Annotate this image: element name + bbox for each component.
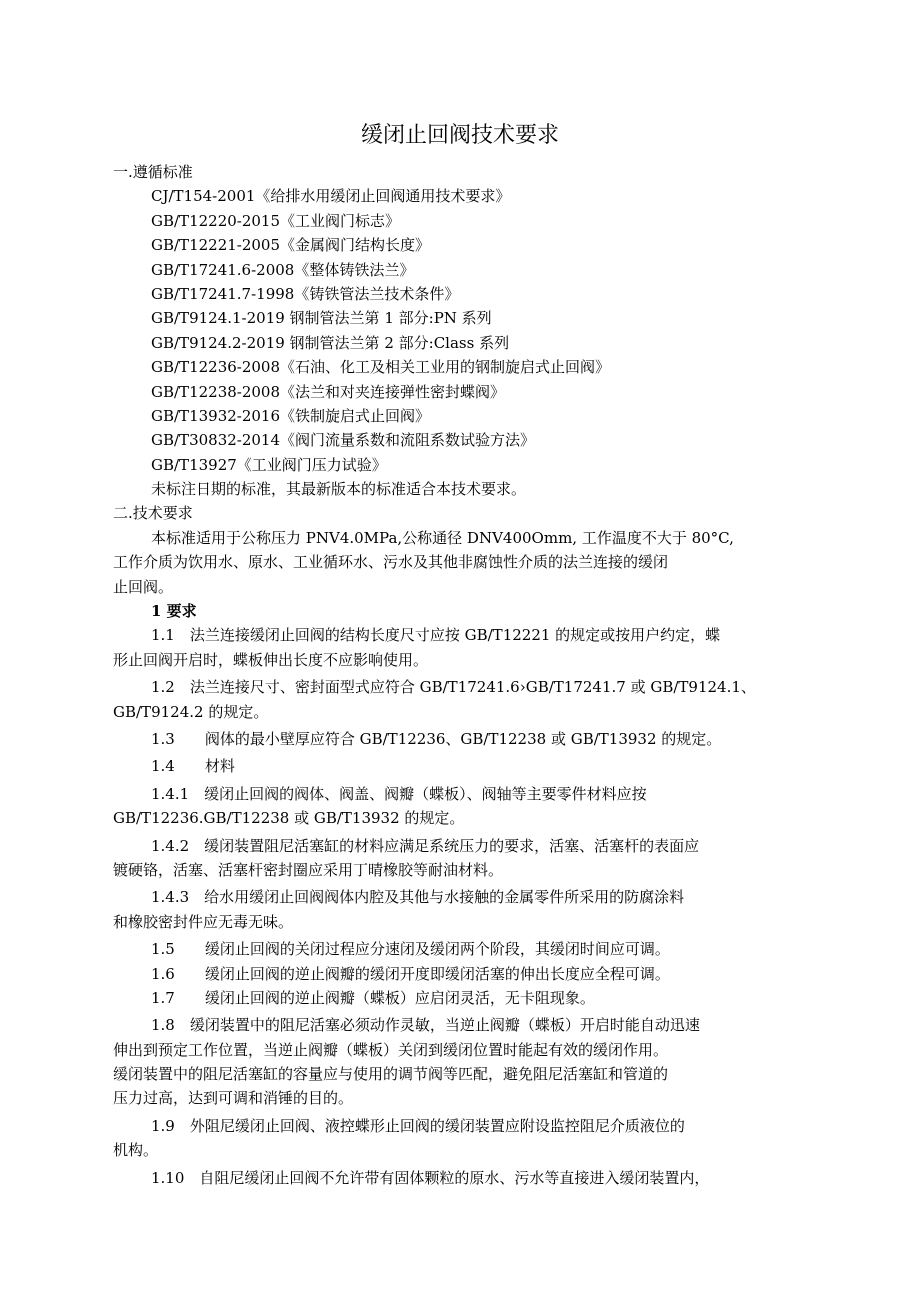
section-heading-requirements: 二.技术要求: [113, 504, 193, 523]
clause-1-9: 1.9 外阻尼缓闭止回阀、液控蝶形止回阀的缓闭装置应附设监控阻尼介质液位的: [151, 1116, 685, 1135]
clause-1-8-cont: 伸出到预定工作位置，当逆止阀瓣（蝶板）关闭到缓闭位置时能起有效的缓闭作用。: [113, 1040, 669, 1059]
standard-item: GB/T17241.7-1998《铸铁管法兰技术条件》: [151, 284, 460, 303]
standard-item: GB/T9124.2-2019 钢制管法兰第 2 部分:Class 系列: [151, 333, 510, 352]
clause-1-8-cont: 压力过高，达到可调和消锤的目的。: [113, 1089, 354, 1108]
clause-1-4-1: 1.4.1 缓闭止回阀的阀体、阀盖、阀瓣（蝶板）、阀轴等主要零件材料应按: [151, 784, 647, 803]
standard-item: GB/T9124.1-2019 钢制管法兰第 1 部分:PN 系列: [151, 309, 492, 328]
clause-1-10: 1.10 自阻尼缓闭止回阀不允许带有固体颗粒的原水、污水等直接进入缓闭装置内，: [151, 1168, 710, 1187]
document-title: 缓闭止回阀技术要求: [360, 123, 559, 148]
clause-1-4: 1.4 材料: [151, 757, 235, 776]
standard-item: GB/T13932-2016《铁制旋启式止回阀》: [151, 406, 431, 425]
standards-list: [113, 184, 813, 477]
clause-1-3: 1.3 阀体的最小壁厚应符合 GB/T12236、GB/T12238 或 GB/T13932 的规定。: [151, 729, 722, 748]
scope-paragraph-line: 止回阀。: [113, 577, 174, 596]
clause-1-6: 1.6 缓闭止回阀的逆止阀瓣的缓闭开度即缓闭活塞的伸出长度应全程可调。: [151, 964, 670, 983]
scope-paragraph-line: 本标准适用于公称压力 PNV4.0MPa,公称通径 DNV400Omm, 工作温度不大于 80°C,: [151, 528, 734, 547]
standard-item: GB/T30832-2014《阀门流量系数和流阻系数试验方法》: [151, 431, 536, 450]
clause-1-4-1-cont: GB/T12236.GB/T12238 或 GB/T13932 的规定。: [113, 809, 465, 828]
clause-1-2-cont: GB/T9124.2 的规定。: [113, 702, 269, 721]
clause-1-1: 1.1 法兰连接缓闭止回阀的结构长度尺寸应按 GB/T12221 的规定或按用户约定，蝶: [151, 626, 721, 645]
standard-item: CJ/T154-2001《给排水用缓闭止回阀通用技术要求》: [151, 187, 511, 206]
standard-item: GB/T12220-2015《工业阀门标志》: [151, 211, 401, 230]
clause-1-7: 1.7 缓闭止回阀的逆止阀瓣（蝶板）应启闭灵活，无卡阻现象。: [151, 988, 595, 1007]
clause-1-1-cont: 形止回阀开启时，蝶板伸出长度不应影响使用。: [113, 650, 429, 669]
clause-1-4-3-cont: 和橡胶密封件应无毒无味。: [113, 912, 294, 931]
standard-item: GB/T17241.6-2008《整体铸铁法兰》: [151, 260, 415, 279]
standards-note: 未标注日期的标准，其最新版本的标准适合本技术要求。: [151, 480, 527, 499]
clause-1-9-cont: 机构。: [113, 1141, 159, 1160]
standard-item: GB/T13927《工业阀门压力试验》: [151, 455, 387, 474]
standard-item: GB/T12238-2008《法兰和对夹连接弹性密封蝶阀》: [151, 382, 506, 401]
clause-1-4-2: 1.4.2 缓闭装置阻尼活塞缸的材料应满足系统压力的要求，活塞、活塞杆的表面应: [151, 836, 700, 855]
clause-1-8: 1.8 缓闭装置中的阻尼活塞必须动作灵敏，当逆止阀瓣（蝶板）开启时能自动迅速: [151, 1016, 700, 1035]
scope-paragraph-line: 工作介质为饮用水、原水、工业循环水、污水及其他非腐蚀性介质的法兰连接的缓闭: [113, 553, 669, 572]
document-body: [113, 160, 813, 1190]
clause-1-2: 1.2 法兰连接尺寸、密封面型式应符合 GB/T17241.6›GB/T17241.7 或 GB/T9124.1、: [151, 678, 756, 697]
clause-1-5: 1.5 缓闭止回阀的关闭过程应分速闭及缓闭两个阶段，其缓闭时间应可调。: [151, 940, 670, 959]
section-heading-standards: 一.遵循标准: [113, 163, 193, 181]
clause-1-4-2-cont: 镀硬铬，活塞、活塞杆密封圈应采用丁晴橡胶等耐油材料。: [113, 860, 504, 879]
clause-1-4-3: 1.4.3 给水用缓闭止回阀阀体内腔及其他与水接触的金属零件所采用的防腐涂料: [151, 888, 685, 907]
requirements-subheading: 1 要求: [151, 602, 197, 621]
clause-1-8-cont: 缓闭装置中的阻尼活塞缸的容量应与使用的调节阀等匹配，避免阻尼活塞缸和管道的: [113, 1065, 669, 1084]
standard-item: GB/T12236-2008《石油、化工及相关工业用的钢制旋启式止回阀》: [151, 358, 611, 377]
standard-item: GB/T12221-2005《金属阀门结构长度》: [151, 236, 431, 255]
